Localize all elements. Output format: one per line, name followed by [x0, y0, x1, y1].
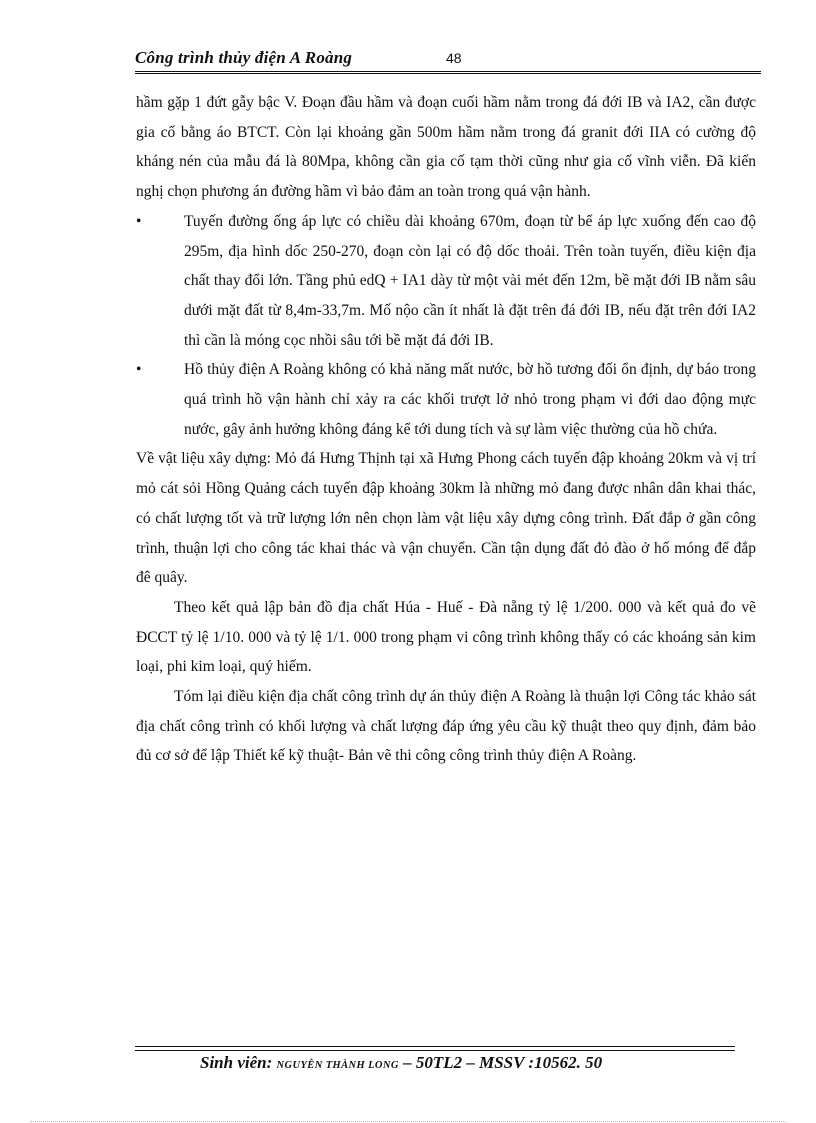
- bullet-text: Hồ thủy điện A Roàng không có khả năng mất nước, bờ hồ tương đối ổn định, dự báo trong quá trình hồ vận hành chỉ xảy ra các khối trượt lở nhỏ trong phạm vi đới dao động mực nước, gây ảnh hưởng không đáng kể tới dung tích và sự làm việc thường của hồ chứa.: [184, 361, 756, 438]
- paragraph: Theo kết quả lập bản đồ địa chất Húa - Huế - Đà nẵng tỷ lệ 1/200. 000 và kết quả đo vẽ ĐCCT tỷ lệ 1/10. 000 và tỷ lệ 1/1. 000 trong phạm vi công trình không thấy có các khoáng sản kim loại, phi kim loại, quý hiếm.: [136, 598, 756, 676]
- paragraph: Về vật liệu xây dựng: Mỏ đá Hưng Thịnh tại xã Hưng Phong cách tuyến đập khoảng 20km và vị trí mỏ cát sỏi Hồng Quảng cách tuyến đập khoảng 30km là những mỏ đang được nhân dân khai thác, có chất lượng tốt và trữ lượng lớn nên chọn làm vật liệu xây dựng công trình. Đất đắp ở gần công trình, thuận lợi cho công tác khai thác và vận chuyển. Cần tận dụng đất đỏ đào ở hố móng để đắp đê quây.: [136, 450, 756, 587]
- bullet-text: Tuyến đường ống áp lực có chiều dài khoảng 670m, đoạn từ bể áp lực xuống đến cao độ 295m, địa hình dốc 250-270, đoạn còn lại có độ dốc thoải. Trên toàn tuyến, điều kiện địa chất thay đổi lớn. Tầng phủ edQ + IA1 dày từ một vài mét đến 12m, bề mặt đới IB nằm sâu dưới mặt đất từ 8,4m-33,7m. Mố nộo cần ít nhất là đặt trên đá đới IB, nếu đặt trên đới IA2 thì cần là móng cọc nhồi sâu tới bề mặt đá đới IB.: [184, 212, 756, 349]
- page-footer: [200, 1053, 700, 1073]
- bullet-icon: •: [136, 212, 142, 230]
- bullet-icon: •: [136, 361, 142, 379]
- page-header-title: Công trình thủy điện A Roàng: [135, 48, 353, 67]
- paragraph: Tóm lại điều kiện địa chất công trình dự án thủy điện A Roàng là thuận lợi Công tác khảo sát địa chất công trình có khối lượng và chất lượng đáp ứng yêu cầu kỹ thuật theo quy định, đảm bảo đủ cơ sở để lập Thiết kế kỹ thuật- Bản vẽ thi công công trình thủy điện A Roàng.: [136, 688, 756, 765]
- footer-label: Sinh viên:: [200, 1053, 273, 1072]
- footer-divider: [135, 1046, 735, 1051]
- document-body: [136, 88, 756, 771]
- page-number: 48: [446, 50, 462, 66]
- bullet-paragraph: [136, 355, 756, 444]
- footer-student-name: NGUYỄN THÀNH LONG: [276, 1060, 399, 1071]
- paragraph: hầm gặp 1 đứt gẫy bậc V. Đoạn đầu hầm và đoạn cuối hầm nằm trong đá đới IB và IA2, cần được gia cố bằng áo BTCT. Còn lại khoảng gần 500m hầm nằm trong đá granit đới IIA có cường độ kháng nén của mẫu đá là 80Mpa, không cần gia cố tạm thời cũng như gia cố vĩnh viễn. Đã kiến nghị chọn phương án đường hầm vì bảo đảm an toàn trong quá vận hành.: [136, 94, 756, 201]
- footer-class-info: – 50TL2 – MSSV :10562. 50: [398, 1053, 603, 1072]
- bullet-paragraph: [136, 207, 756, 356]
- page-edge: [30, 1121, 786, 1122]
- header-divider: [135, 71, 761, 74]
